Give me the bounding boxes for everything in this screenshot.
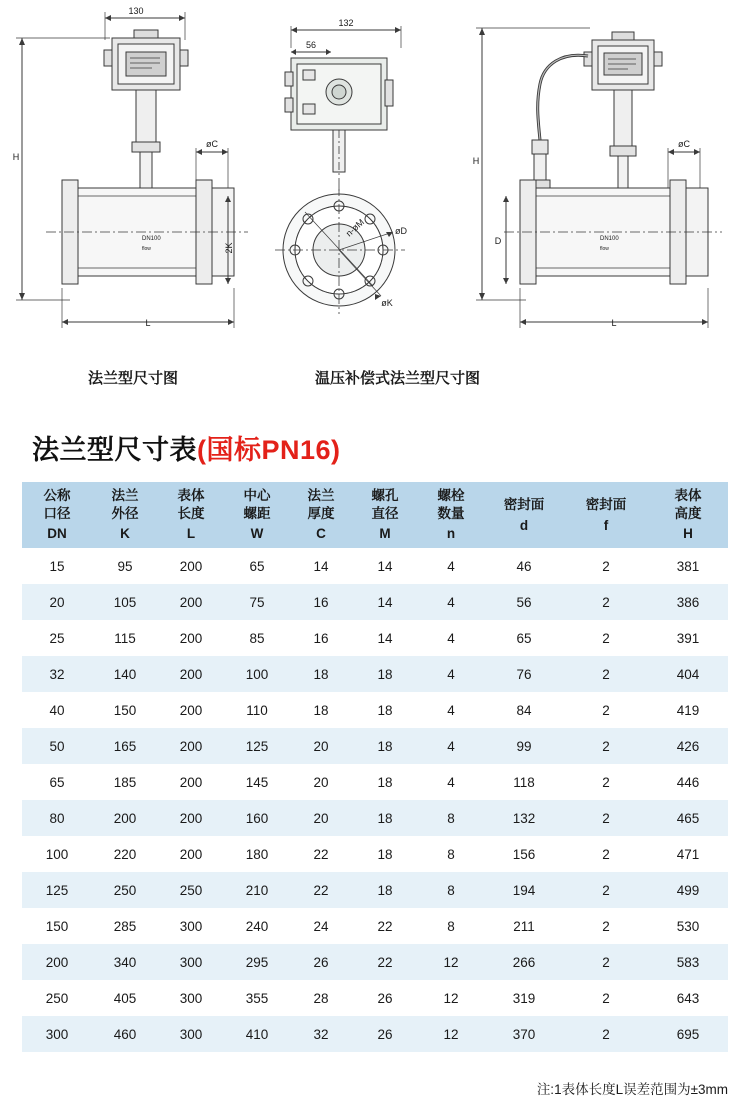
table-cell: 22 — [290, 872, 352, 908]
table-cell: 300 — [22, 1016, 92, 1052]
table-cell: 4 — [418, 620, 484, 656]
col-f-sym: f — [603, 517, 609, 533]
table-cell: 194 — [484, 872, 564, 908]
figure-flange-type — [0, 0, 260, 350]
table-cell: 200 — [158, 764, 224, 800]
table-cell: 145 — [224, 764, 290, 800]
table-cell: 185 — [92, 764, 158, 800]
table-cell: 499 — [648, 872, 728, 908]
table-cell: 583 — [648, 944, 728, 980]
table-cell: 2 — [564, 872, 648, 908]
table-cell: 391 — [648, 620, 728, 656]
col-l-sym: L — [186, 526, 196, 542]
table-row — [22, 872, 728, 908]
table-cell: 140 — [92, 656, 158, 692]
fig1-dim-l: L — [145, 318, 151, 328]
table-cell: 14 — [352, 620, 418, 656]
figure-flange-type-svg — [0, 0, 260, 350]
table-cell: 16 — [290, 620, 352, 656]
fig1-dim-c: øC — [206, 139, 218, 149]
table-cell: 211 — [484, 908, 564, 944]
table-cell: 18 — [352, 728, 418, 764]
table-cell: 32 — [22, 656, 92, 692]
table-cell: 14 — [352, 584, 418, 620]
table-cell: 200 — [158, 692, 224, 728]
table-cell: 4 — [418, 584, 484, 620]
fig3-dim-l: L — [611, 318, 617, 328]
col-h — [648, 482, 728, 548]
table-row — [22, 728, 728, 764]
col-l-cn1: 表体 — [177, 487, 205, 503]
table-cell: 2 — [564, 944, 648, 980]
drawings-section — [0, 0, 750, 400]
table-cell: 65 — [484, 620, 564, 656]
table-header-row — [22, 482, 728, 548]
fig3-flow-label: flow — [600, 246, 609, 252]
table-cell: 446 — [648, 764, 728, 800]
table-cell: 2 — [564, 908, 648, 944]
col-n-sym: n — [446, 526, 456, 542]
table-cell: 4 — [418, 548, 484, 584]
col-m — [352, 482, 418, 548]
col-h-sym: H — [683, 526, 693, 542]
table-row — [22, 584, 728, 620]
table-cell: 18 — [352, 872, 418, 908]
table-cell: 200 — [158, 548, 224, 584]
table-cell: 200 — [158, 728, 224, 764]
fig1-flow-label: flow — [142, 246, 151, 252]
col-w — [224, 482, 290, 548]
fig1-dim-k: 2K — [224, 242, 234, 254]
table-cell: 15 — [22, 548, 92, 584]
fig1-dim-top: 130 — [128, 6, 144, 16]
fig2-dim-d: øD — [395, 226, 407, 236]
table-cell: 200 — [92, 800, 158, 836]
table-cell: 405 — [92, 980, 158, 1016]
table-cell: 460 — [92, 1016, 158, 1052]
table-cell: 110 — [224, 692, 290, 728]
table-cell: 46 — [484, 548, 564, 584]
page-title-accent: (国标PN16) — [197, 435, 341, 465]
table-cell: 22 — [352, 944, 418, 980]
table-cell: 2 — [564, 764, 648, 800]
table-cell: 150 — [92, 692, 158, 728]
table-cell: 2 — [564, 620, 648, 656]
table-cell: 250 — [92, 872, 158, 908]
figure-compensated-side-svg — [470, 0, 750, 350]
table-cell: 22 — [352, 908, 418, 944]
table-cell: 386 — [648, 584, 728, 620]
table-row — [22, 692, 728, 728]
fig3-dim-h: H — [472, 156, 480, 166]
table-cell: 200 — [158, 800, 224, 836]
table-row — [22, 620, 728, 656]
table-cell: 12 — [418, 980, 484, 1016]
col-n-cn2: 数量 — [437, 505, 465, 521]
table-cell: 132 — [484, 800, 564, 836]
figure-compensated-front-svg — [265, 0, 465, 350]
table-cell: 220 — [92, 836, 158, 872]
table-cell: 426 — [648, 728, 728, 764]
table-cell: 2 — [564, 548, 648, 584]
table-cell: 20 — [22, 584, 92, 620]
col-dn-sym: DN — [47, 526, 67, 542]
col-m-cn1: 螺孔 — [371, 487, 399, 503]
table-cell: 404 — [648, 656, 728, 692]
fig1-dim-h: H — [12, 152, 20, 162]
table-cell: 200 — [158, 584, 224, 620]
table-cell: 18 — [352, 836, 418, 872]
col-n-cn1: 螺栓 — [437, 487, 465, 503]
table-cell: 16 — [290, 584, 352, 620]
table-cell: 84 — [484, 692, 564, 728]
table-cell: 250 — [158, 872, 224, 908]
table-cell: 50 — [22, 728, 92, 764]
table-cell: 18 — [352, 764, 418, 800]
table-cell: 370 — [484, 1016, 564, 1052]
table-cell: 160 — [224, 800, 290, 836]
col-c — [290, 482, 352, 548]
table-note: 注:1表体长度L误差范围为±3mm — [536, 1082, 728, 1097]
col-w-cn1: 中心 — [243, 487, 271, 503]
table-cell: 200 — [158, 656, 224, 692]
table-cell: 200 — [158, 836, 224, 872]
table-row — [22, 944, 728, 980]
table-cell: 18 — [290, 656, 352, 692]
table-cell: 8 — [418, 836, 484, 872]
table-cell: 65 — [224, 548, 290, 584]
table-cell: 125 — [22, 872, 92, 908]
figure1-caption: 法兰型尺寸图 — [88, 370, 179, 387]
table-cell: 26 — [352, 980, 418, 1016]
table-cell: 32 — [290, 1016, 352, 1052]
table-cell: 156 — [484, 836, 564, 872]
table-cell: 20 — [290, 764, 352, 800]
figure-compensated-front — [265, 0, 465, 350]
table-cell: 75 — [224, 584, 290, 620]
table-cell: 80 — [22, 800, 92, 836]
dimension-table-wrap — [22, 482, 728, 1052]
col-l-cn2: 长度 — [177, 505, 205, 521]
table-cell: 18 — [352, 656, 418, 692]
table-row — [22, 764, 728, 800]
table-cell: 4 — [418, 692, 484, 728]
fig2-dim-k: øK — [381, 298, 393, 308]
table-cell: 76 — [484, 656, 564, 692]
table-cell: 295 — [224, 944, 290, 980]
table-cell: 105 — [92, 584, 158, 620]
table-cell: 165 — [92, 728, 158, 764]
table-cell: 465 — [648, 800, 728, 836]
table-cell: 530 — [648, 908, 728, 944]
col-f-cn2: 密封面 — [585, 496, 627, 512]
col-c-cn2: 厚度 — [307, 505, 335, 521]
col-dn — [22, 482, 92, 548]
table-cell: 22 — [290, 836, 352, 872]
table-cell: 95 — [92, 548, 158, 584]
table-cell: 2 — [564, 836, 648, 872]
table-cell: 12 — [418, 1016, 484, 1052]
table-cell: 250 — [22, 980, 92, 1016]
table-cell: 125 — [224, 728, 290, 764]
table-body — [22, 548, 728, 1052]
table-cell: 2 — [564, 800, 648, 836]
figure-compensated-side — [470, 0, 750, 350]
table-cell: 56 — [484, 584, 564, 620]
col-k — [92, 482, 158, 548]
col-c-cn1: 法兰 — [307, 487, 335, 503]
table-row — [22, 836, 728, 872]
col-f — [564, 482, 648, 548]
table-cell: 2 — [564, 584, 648, 620]
table-row — [22, 656, 728, 692]
col-d-cn2: 密封面 — [503, 496, 545, 512]
table-cell: 25 — [22, 620, 92, 656]
col-k-cn2: 外径 — [111, 505, 139, 521]
table-header — [22, 482, 728, 548]
table-cell: 180 — [224, 836, 290, 872]
table-cell: 100 — [224, 656, 290, 692]
table-cell: 99 — [484, 728, 564, 764]
table-cell: 2 — [564, 728, 648, 764]
table-cell: 40 — [22, 692, 92, 728]
table-cell: 340 — [92, 944, 158, 980]
table-cell: 150 — [22, 908, 92, 944]
table-cell: 410 — [224, 1016, 290, 1052]
table-cell: 26 — [352, 1016, 418, 1052]
col-w-cn2: 螺距 — [243, 505, 271, 521]
table-cell: 24 — [290, 908, 352, 944]
table-cell: 285 — [92, 908, 158, 944]
table-cell: 14 — [290, 548, 352, 584]
table-cell: 4 — [418, 656, 484, 692]
table-cell: 65 — [22, 764, 92, 800]
table-cell: 419 — [648, 692, 728, 728]
table-cell: 266 — [484, 944, 564, 980]
table-cell: 115 — [92, 620, 158, 656]
col-k-cn1: 法兰 — [111, 487, 139, 503]
col-dn-cn1: 公称 — [43, 487, 71, 503]
table-row — [22, 800, 728, 836]
col-dn-cn2: 口径 — [43, 505, 71, 521]
table-row — [22, 908, 728, 944]
fig2-dim-top: 132 — [338, 18, 354, 28]
table-cell: 319 — [484, 980, 564, 1016]
table-cell: 18 — [352, 800, 418, 836]
table-cell: 200 — [158, 620, 224, 656]
table-cell: 643 — [648, 980, 728, 1016]
col-d-sym: d — [519, 517, 529, 533]
table-cell: 85 — [224, 620, 290, 656]
col-l — [158, 482, 224, 548]
fig2-dim-sub: 56 — [305, 40, 317, 50]
table-cell: 2 — [564, 692, 648, 728]
col-h-cn1: 表体 — [674, 487, 702, 503]
table-cell: 14 — [352, 548, 418, 584]
table-cell: 4 — [418, 728, 484, 764]
page-title — [32, 428, 341, 467]
table-cell: 300 — [158, 944, 224, 980]
table-cell: 20 — [290, 728, 352, 764]
table-cell: 20 — [290, 800, 352, 836]
col-h-cn2: 高度 — [674, 505, 702, 521]
fig3-dim-c: øC — [678, 139, 690, 149]
table-row — [22, 548, 728, 584]
page-title-main: 法兰型尺寸表 — [32, 435, 197, 465]
table-cell: 8 — [418, 908, 484, 944]
table-cell: 300 — [158, 980, 224, 1016]
table-cell: 695 — [648, 1016, 728, 1052]
table-cell: 18 — [352, 692, 418, 728]
figure2-caption: 温压补偿式法兰型尺寸图 — [315, 370, 481, 387]
col-m-cn2: 直径 — [371, 505, 399, 521]
table-cell: 8 — [418, 872, 484, 908]
table-cell: 100 — [22, 836, 92, 872]
table-cell: 8 — [418, 800, 484, 836]
table-cell: 2 — [564, 1016, 648, 1052]
table-cell: 300 — [158, 1016, 224, 1052]
fig1-body-label: DN100 — [142, 236, 161, 242]
table-cell: 2 — [564, 980, 648, 1016]
table-row — [22, 1016, 728, 1052]
fig3-dim-d: D — [494, 236, 502, 246]
table-cell: 2 — [564, 656, 648, 692]
table-cell: 28 — [290, 980, 352, 1016]
col-k-sym: K — [120, 526, 130, 542]
table-cell: 200 — [22, 944, 92, 980]
col-n — [418, 482, 484, 548]
table-cell: 12 — [418, 944, 484, 980]
fig2-dim-bolts: n-øM — [343, 217, 367, 239]
table-row — [22, 980, 728, 1016]
col-d — [484, 482, 564, 548]
col-c-sym: C — [316, 526, 326, 542]
table-cell: 355 — [224, 980, 290, 1016]
table-cell: 18 — [290, 692, 352, 728]
col-m-sym: M — [379, 526, 391, 542]
col-w-sym: W — [250, 526, 264, 542]
table-cell: 4 — [418, 764, 484, 800]
table-cell: 210 — [224, 872, 290, 908]
dimension-table — [22, 482, 728, 1052]
table-cell: 26 — [290, 944, 352, 980]
table-cell: 471 — [648, 836, 728, 872]
table-cell: 381 — [648, 548, 728, 584]
table-cell: 240 — [224, 908, 290, 944]
table-cell: 300 — [158, 908, 224, 944]
table-cell: 118 — [484, 764, 564, 800]
fig3-body-label: DN100 — [600, 236, 619, 242]
